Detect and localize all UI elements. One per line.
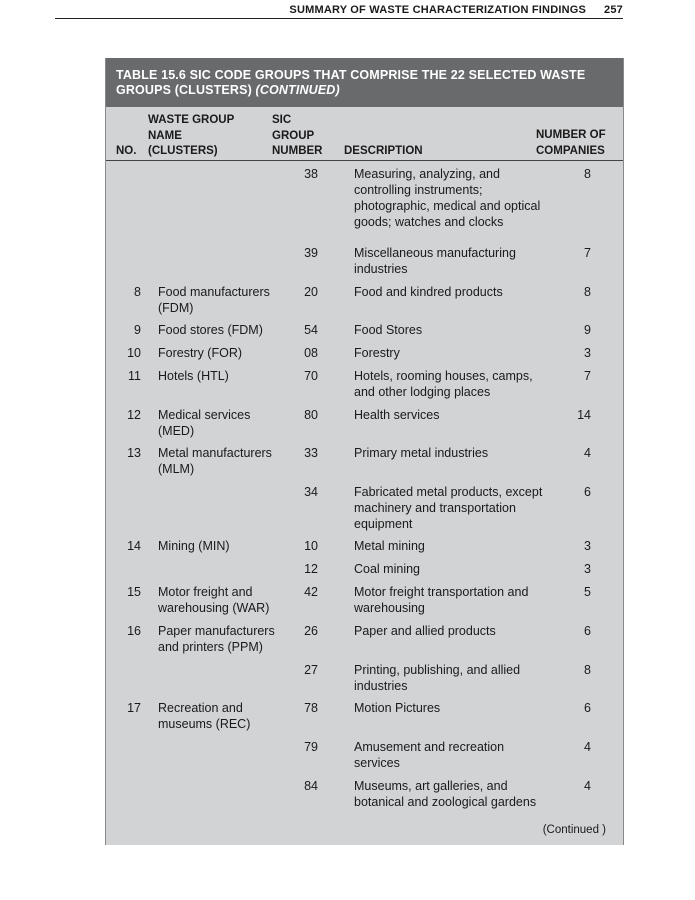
row-company-count: 6 xyxy=(584,624,591,638)
row-description: Fabricated metal products, except machinery and transportation equipment xyxy=(354,485,543,531)
table-title-main: TABLE 15.6 SIC CODE GROUPS THAT COMPRISE THE 22 SELECTED WASTE GROUPS (CLUSTERS) xyxy=(116,68,586,97)
row-description: Coal mining xyxy=(354,562,421,576)
row-description: Metal mining xyxy=(354,539,425,553)
row-sic-number: 80 xyxy=(304,408,318,422)
row-waste-group-name: Hotels (HTL) xyxy=(158,369,229,383)
row-number: 11 xyxy=(128,369,141,383)
header-sic: SIC GROUP NUMBER xyxy=(272,114,323,157)
row-company-count: 8 xyxy=(584,167,591,181)
row-sic-number: 39 xyxy=(304,246,318,260)
row-company-count: 4 xyxy=(584,740,591,754)
table-title-continued: (CONTINUED) xyxy=(255,83,340,97)
continued-note: (Continued ) xyxy=(542,824,606,836)
row-sic-number: 08 xyxy=(304,346,318,360)
row-description: Paper and allied products xyxy=(354,624,496,638)
row-company-count: 6 xyxy=(584,701,591,715)
table-container xyxy=(105,58,624,845)
row-company-count: 14 xyxy=(577,408,591,422)
row-sic-number: 26 xyxy=(304,624,318,638)
row-description: Health services xyxy=(354,408,440,422)
row-sic-number: 20 xyxy=(304,285,318,299)
row-description: Hotels, rooming houses, camps, and other lodging places xyxy=(354,369,533,399)
row-waste-group-name: Food stores (FDM) xyxy=(158,323,263,337)
row-company-count: 3 xyxy=(584,346,591,360)
row-number: 17 xyxy=(127,701,141,715)
row-sic-number: 38 xyxy=(304,167,318,181)
running-head xyxy=(289,4,623,16)
row-number: 13 xyxy=(127,446,141,460)
row-sic-number: 84 xyxy=(304,779,318,793)
row-waste-group-name: Medical services (MED) xyxy=(158,408,251,438)
row-sic-number: 12 xyxy=(304,562,318,576)
row-waste-group-name: Recreation and museums (REC) xyxy=(158,701,251,731)
header-description: DESCRIPTION xyxy=(344,145,423,157)
running-head-title: SUMMARY OF WASTE CHARACTERIZATION FINDINGS xyxy=(289,4,587,16)
row-description: Forestry xyxy=(354,346,400,360)
row-sic-number: 79 xyxy=(304,740,318,754)
row-company-count: 7 xyxy=(584,246,591,260)
row-company-count: 3 xyxy=(584,539,591,553)
row-description: Food Stores xyxy=(354,323,423,337)
row-company-count: 5 xyxy=(584,585,591,599)
row-company-count: 4 xyxy=(584,446,591,460)
row-description: Printing, publishing, and allied industries xyxy=(354,663,521,693)
row-number: 14 xyxy=(127,539,141,553)
row-company-count: 9 xyxy=(584,323,591,337)
row-description: Motion Pictures xyxy=(354,701,441,715)
header-rule xyxy=(55,18,623,19)
row-description: Amusement and recreation services xyxy=(354,740,505,770)
row-description: Primary metal industries xyxy=(354,446,489,460)
row-sic-number: 34 xyxy=(304,485,318,499)
row-description: Miscellaneous manufacturing industries xyxy=(354,246,516,276)
page-number: 257 xyxy=(604,4,623,16)
row-number: 9 xyxy=(134,323,141,337)
row-sic-number: 10 xyxy=(304,539,318,553)
row-number: 15 xyxy=(127,585,141,599)
row-sic-number: 78 xyxy=(304,701,318,715)
row-company-count: 4 xyxy=(584,779,591,793)
row-company-count: 3 xyxy=(584,562,591,576)
row-company-count: 8 xyxy=(584,285,591,299)
header-name: WASTE GROUP NAME (CLUSTERS) xyxy=(148,114,235,157)
row-waste-group-name: Paper manufacturers and printers (PPM) xyxy=(158,624,275,654)
row-sic-number: 27 xyxy=(304,663,318,677)
row-company-count: 8 xyxy=(584,663,591,677)
row-waste-group-name: Forestry (FOR) xyxy=(158,346,243,360)
row-waste-group-name: Motor freight and warehousing (WAR) xyxy=(158,585,270,615)
row-number: 8 xyxy=(134,285,141,299)
row-number: 12 xyxy=(127,408,141,422)
table-body xyxy=(116,58,616,845)
row-waste-group-name: Food manufacturers (FDM) xyxy=(158,285,270,315)
row-description: Measuring, analyzing, and controlling instruments; photographic, medical and optical goods; watches and clocks xyxy=(354,167,541,229)
row-number: 10 xyxy=(127,346,141,360)
row-description: Motor freight transportation and warehousing xyxy=(354,585,529,615)
row-description: Museums, art galleries, and botanical and zoological gardens xyxy=(354,779,537,809)
row-company-count: 6 xyxy=(584,485,591,499)
row-waste-group-name: Mining (MIN) xyxy=(158,539,230,553)
row-description: Food and kindred products xyxy=(354,285,503,299)
row-sic-number: 70 xyxy=(304,369,318,383)
row-company-count: 7 xyxy=(584,369,591,383)
row-waste-group-name: Metal manufacturers (MLM) xyxy=(158,446,272,476)
row-sic-number: 33 xyxy=(304,446,318,460)
header-count: NUMBER OF COMPANIES xyxy=(536,129,606,157)
row-number: 16 xyxy=(127,624,141,638)
header-no: NO. xyxy=(116,145,137,157)
row-sic-number: 54 xyxy=(304,323,318,337)
row-sic-number: 42 xyxy=(304,585,318,599)
